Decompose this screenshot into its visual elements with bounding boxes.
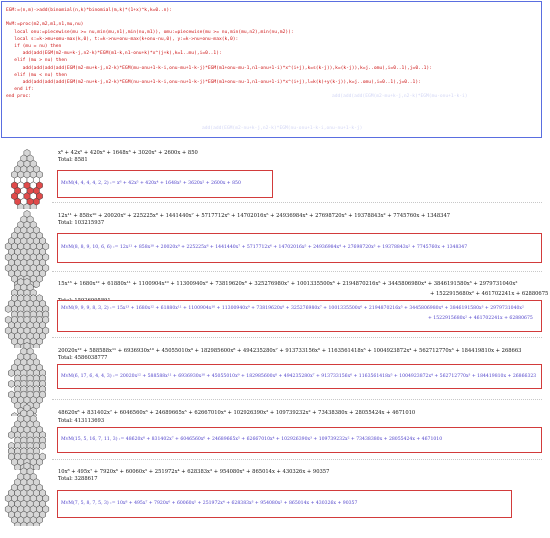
hexagon-tiling-icon [2, 462, 52, 526]
hexagon-tiling-icon [2, 210, 52, 288]
section-divider [52, 337, 542, 338]
hexagon-region-figure [2, 278, 52, 352]
mvm-result-text: MvM(9, 9, 9, 8, 3, 2) := 15x¹³ + 1680x¹² + 61880x¹¹ + 1100904x¹⁰ + 11300940x⁹ + 73819620x⁸ + 325276980x⁷ + 1001335500x⁶ + 2194870216x⁵ + 3445806980x⁴ + 3846191580x³ + 2979731040x² [61, 306, 524, 311]
code-line[interactable]: add(add(EGM(m2-mu+k-j,n2-k)*EGM(m1-k,n1-onu+k)*x^(j+k),k=1..mu),i=0..1): [6, 51, 222, 57]
code-line[interactable]: add(add(add(add(EGM(m2-mu+k-j,n2-k)*EGM(mu-onu+1-k-i,onu-mu+1-k-j)*EGM(m1+onu-mu-1,n1-onu+1-i)*x^(i+j),k=s(k-j)),k=(k-j)),k=j..omu),i=0..1),j=0..1): [6, 65, 432, 71]
code-line[interactable]: EGM:=(n,m)->add(binomial(n,k)*binomial(m,k)*(1+x)^k,k=0..n): [6, 8, 172, 13]
code-line[interactable]: end proc: [6, 94, 31, 100]
mvm-result-box[interactable] [57, 427, 542, 453]
hexagon-cell [8, 431, 14, 438]
total-count: Total: 3288617 [58, 476, 98, 482]
total-count: Total: 8581 [58, 157, 88, 163]
hexagon-tiling-icon [2, 149, 52, 209]
polynomial-output: 15x¹³ + 1680x¹² + 61880x¹¹ + 1100904x¹⁰ + 11300940x⁹ + 73819620x⁸ + 325276980x⁷ + 1001335500x⁶ + 2194870216x⁵ + 3445806980x⁴ + 3846191580x³ + 2979731040x² [58, 281, 518, 287]
mvm-result-text: MvM(8, 8, 9, 10, 6, 6) := 12x¹¹ + 858x¹⁰ + 20020x⁹ + 225225x⁸ + 1441440x⁷ + 5717712x⁶ + 14702016x⁵ + 24936984x⁴ + 27698720x³ + 19378843x² + 7745760x + 1348347 [61, 245, 468, 250]
polynomial-output: 12x¹¹ + 858x¹⁰ + 20020x⁹ + 225225x⁸ + 1441440x⁷ + 5717712x⁶ + 14702016x⁵ + 24936984x⁴ + 27698720x³ + 19378843x² + 7745760x + 1348347 [58, 213, 451, 219]
polynomial-output-continued: + 1522915680x² + 461702241x + 62880675 [430, 291, 549, 297]
hexagon-tiling-icon [2, 404, 52, 470]
hexagon-region-figure [2, 149, 52, 213]
code-line[interactable]: local s:=k->mu+omu-max(k,0), t:=k->nu+onu-max(k+onu-nu,0), y:=k->nu+onu-max(k,0): [6, 36, 239, 42]
section-divider [52, 459, 542, 460]
mvm-result-box[interactable] [57, 364, 542, 389]
mvm-result-box[interactable] [57, 233, 542, 263]
section-divider [52, 202, 542, 203]
polynomial-output: 48620x⁸ + 831402x⁷ + 6046560x⁶ + 24689665x⁵ + 62667010x⁴ + 102926390x³ + 109739232x² + 73438380x + 28055424x + 4671010 [58, 410, 416, 416]
section-divider [52, 399, 542, 400]
mvm-result-box[interactable] [57, 300, 542, 332]
code-line[interactable]: elif (mu > nu) then [6, 58, 67, 64]
mvm-result-box[interactable] [57, 490, 512, 518]
hexagon-cell [5, 305, 11, 312]
polynomial-output: x⁶ + 42x⁵ + 420x⁴ + 1648x³ + 3020x² + 2600x + 850 [58, 150, 198, 156]
mvm-result-box[interactable] [57, 170, 273, 198]
code-line[interactable]: elif (mu < nu) then [6, 72, 67, 78]
ghost-text: add(add(add(EGM(m2-mu+k-j,n2-k)*EGM(mu-onu+1-k-i) [332, 94, 468, 99]
section-divider [52, 271, 542, 272]
code-editor[interactable] [1, 1, 542, 138]
code-line[interactable]: local onu:=piecewise(mu >= nu,min(mu,n1),min(nu,m1)), omu:=piecewise(mu >= nu,min(mu,n2),min(nu,m2)): [6, 29, 294, 35]
hexagon-cell [39, 442, 45, 449]
mvm-result-text: MvM(15, 5, 16, 7, 11, 3) := 48620x⁸ + 831402x⁷ + 6046560x⁶ + 24689665x⁵ + 62667010x⁴ + 102926390x³ + 109739232x² + 73438380x + 28055424x + 4671010 [61, 437, 443, 442]
total-count: Total: 103215937 [58, 220, 105, 226]
mvm-result-text: MvM(6, 17, 6, 4, 4, 3) := 20020x¹² + 588588x¹¹ + 6936930x¹⁰ + 45055010x⁹ + 182985600x⁸ + 494235280x⁷ + 913733156x⁶ + 1163561418x⁵ + 1004923872x⁴ + 562712770x³ + 184419810x + 26866323 [61, 373, 537, 379]
mvm-result-text: MvM(4, 4, 4, 4, 2, 2) := x⁶ + 42x⁵ + 420x⁴ + 1648x³ + 3620x² + 2600x + 850 [61, 181, 241, 186]
hexagon-cell [8, 380, 14, 387]
total-count: Total: 4586038777 [58, 355, 108, 361]
mvm-result-text: MvM(7, 5, 8, 7, 5, 3) := 10x⁸ + 495x⁷ + 7920x⁶ + 60060x⁵ + 251972x⁴ + 628383x³ + 954080x² + 865014x + 430326x + 90357 [61, 501, 358, 506]
code-line[interactable]: add(add(add(add(EGM(m2-nu+k-j,n2-k)*EGM(nu-onu+1-k-i,onu-nu+1-k-j)*EGM(m1+onu-nu-1,n1-onu+1-i)*x^(i+j),l=k(k)+y(k-j)),k=j..omu),i=0..1),j=0..1): [6, 80, 421, 85]
polynomial-output: 10x⁸ + 495x⁷ + 7920x⁶ + 60060x⁵ + 251972x⁴ + 628383x³ + 954080x² + 865014x + 430326x + 90357 [58, 469, 330, 475]
hexagon-tiling-icon [2, 278, 52, 348]
polynomial-output: 20020x¹² + 588588x¹¹ + 6936930x¹⁰ + 45055010x⁹ + 182985600x⁸ + 494235280x⁷ + 913733156x⁶ + 1163561418x⁵ + 1004923872x⁴ + 562712770x³ + 184419810x + 268663 [58, 348, 522, 354]
hexagon-region-figure [2, 462, 52, 530]
code-line[interactable]: MvM:=proc(m2,m2,m1,n1,mu,nu) [6, 22, 84, 28]
ghost-text: add(add(EGM(m2-nu+k-j,n2-k)*EGM(nu-onu+1-k-i,onu-nu+1-k-j) [202, 126, 363, 131]
code-line[interactable]: if (mu = nu) then [6, 44, 62, 49]
total-count: Total: 413113693 [58, 418, 105, 424]
hexagon-cell [8, 369, 14, 376]
mvm-result-text-continued: + 1522915680x² + 461702241x + 62880675 [428, 316, 533, 321]
code-line[interactable]: end if: [6, 87, 34, 93]
